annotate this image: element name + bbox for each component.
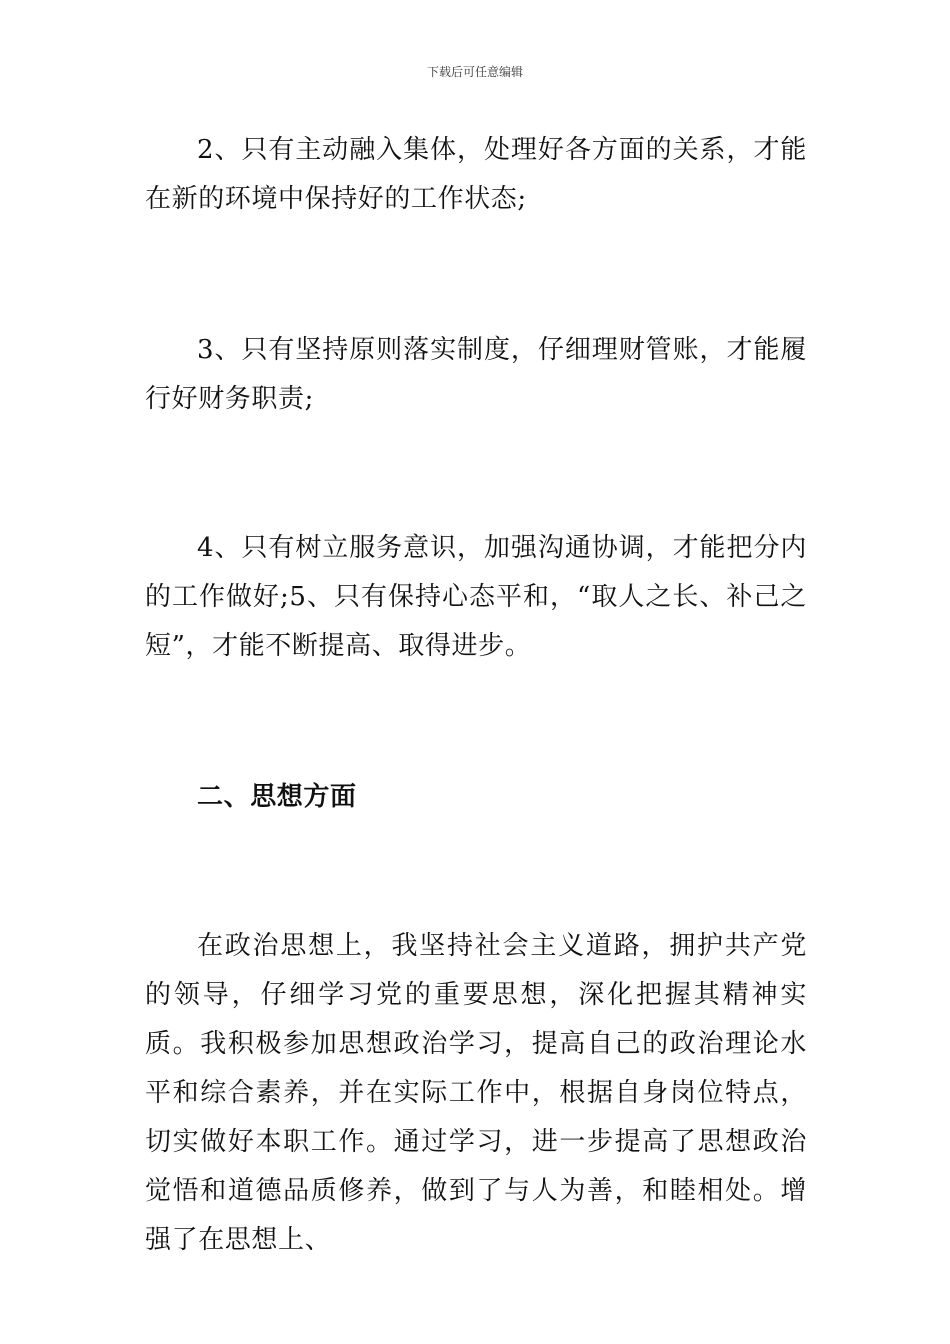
paragraph-item-4-5: 4、只有树立服务意识，加强沟通协调，才能把分内的工作做好;5、只有保持心态平和，“取人之长、补己之短”，才能不断提高、取得进步。 [145,533,807,661]
paragraph-item-2: 2、只有主动融入集体，处理好各方面的关系，才能在新的环境中保持好的工作状态; [145,135,807,214]
body-paragraph: 在政治思想上，我坚持社会主义道路，拥护共产党的领导，仔细学习党的重要思想，深化把握其精神实质。我积极参加思想政治学习，提高自己的政治理论水平和综合素养，并在实际工作中，根据自身岗位特点，切实做好本职工作。通过学习，进一步提高了思想政治觉悟和道德品质修养，做到了与人为善，和睦相处。增强了在思想上、 [145,931,807,1255]
section-heading: 二、思想方面 [197,782,357,812]
paragraph-item-3: 3、只有坚持原则落实制度，仔细理财管账，才能履行好财务职责; [145,335,807,414]
page-header: 下载后可任意编辑 [426,65,523,79]
